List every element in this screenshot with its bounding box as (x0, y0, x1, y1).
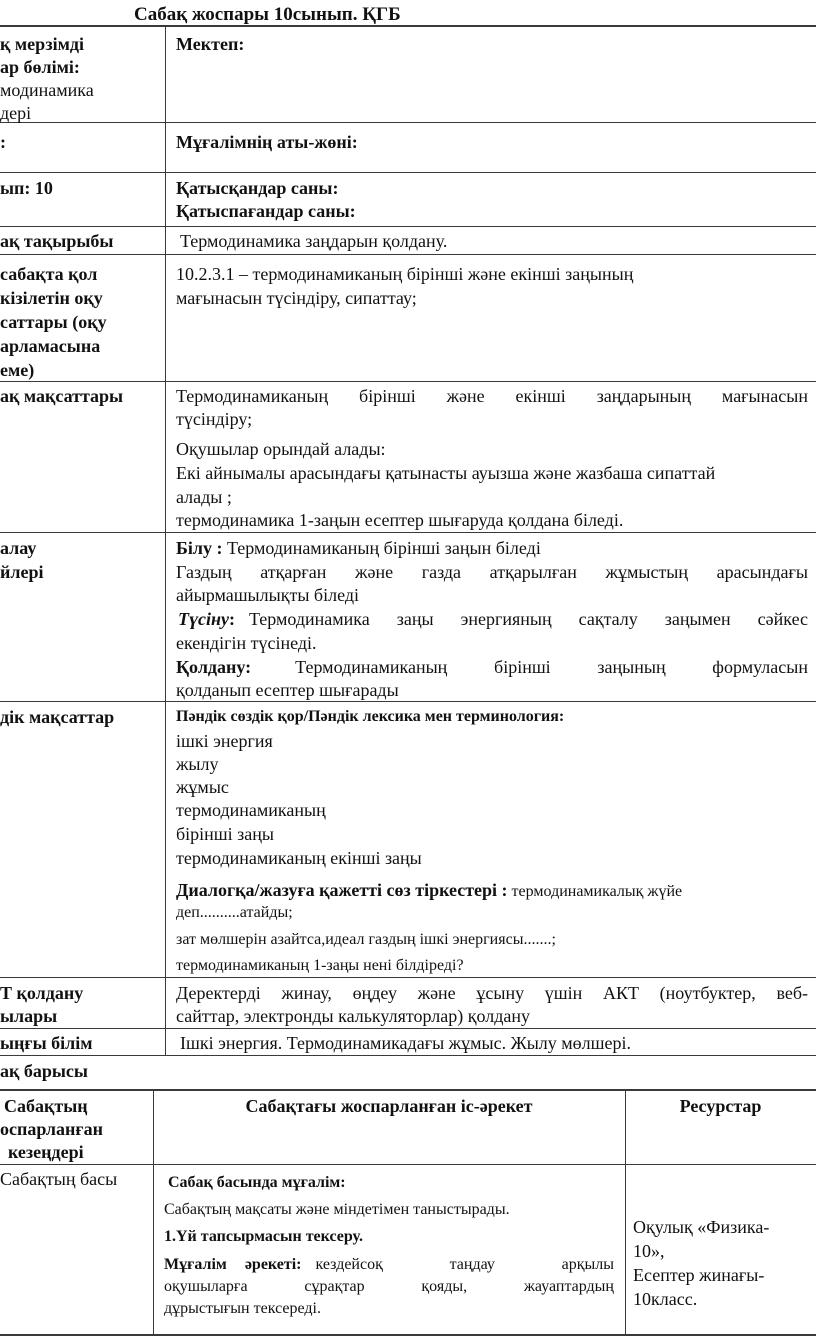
school-label: Мектеп: (176, 34, 245, 54)
activity-label: Мұғалім әрекеті: (164, 1256, 302, 1273)
dialog-text: термодинамикалық жүйе (507, 883, 683, 900)
ict-value-line: сайттар, электронды калькуляторлар) қолдану (176, 1006, 531, 1026)
term-item: ішкі энергия (176, 731, 273, 751)
present-label: Қатысқандар саны: (176, 178, 339, 198)
lesson-goals-line: түсіндіру; (176, 409, 253, 429)
ict-label-line: Т қолдану (0, 983, 84, 1003)
understand-label: Түсіну (178, 609, 229, 629)
dialog-heading: Диалогқа/жазуға қажетті сөз тіркестері : (176, 880, 508, 900)
know-text: Термодинамиканың бірінші заңын біледі (222, 538, 541, 558)
intro-text: Сабақтың мақсаты және міндетімен таныстырады. (164, 1201, 510, 1218)
term-item: бірінші заңы (176, 824, 274, 844)
objectives-label-line: кізілетін оқу (0, 288, 103, 308)
header-left-line: дері (0, 103, 32, 123)
stage-header-line: оспарланған (0, 1119, 103, 1139)
lesson-goals-line: Оқушылар орындай алады: (176, 439, 386, 459)
absent-label: Қатыспағандар саны: (176, 201, 356, 221)
resource-line: Есептер жинағы- (633, 1265, 765, 1285)
homework-check: 1.Үй тапсырмасын тексеру. (164, 1228, 363, 1245)
stage-header-line: Сабақтың (4, 1096, 88, 1116)
term-item: жылу (176, 754, 219, 774)
objectives-value-line: мағынасын түсіндіру, сипаттау; (176, 288, 417, 308)
header-left-line: ар бөлімі: (0, 57, 80, 77)
activity-text: кездейсоқ таңдау арқылы (315, 1256, 614, 1273)
resource-line: Оқулық «Физика- (633, 1217, 770, 1237)
dialog-phrases (176, 879, 682, 903)
header-left-line: модинамика (0, 80, 94, 100)
objectives-label-line: еме) (0, 360, 35, 380)
ict-label-line: ылары (0, 1006, 58, 1026)
understand-text: Термодинамика заңы энергияның сақталу заңымен сәйкес (248, 609, 808, 629)
know-label: Білу : (176, 538, 223, 558)
objectives-value-line: 10.2.3.1 – термодинамиканың бірінші және екінші заңының (176, 264, 634, 284)
criteria-understand (178, 608, 808, 631)
lesson-goals-line: термодинамика 1-заңын есептер шығаруда қолдана біледі. (176, 510, 624, 530)
prior-knowledge-value: Ішкі энергия. Термодинамикадағы жұмыс. Жылу мөлшері. (180, 1033, 632, 1053)
activity-text: оқушыларға сұрақтар қояды, жауаптардың (164, 1278, 614, 1295)
language-goals-label: дік мақсаттар (0, 707, 115, 727)
criteria-label-line: алау (0, 538, 37, 558)
terminology-heading: Пәндік сөздік қор/Пәндік лексика мен терминология: (176, 708, 565, 725)
apply-text: Термодинамиканың бірінші заңының формуласын (295, 657, 808, 677)
date-label: : (0, 132, 6, 152)
topic-value: Термодинамика заңдарын қолдану. (180, 231, 448, 251)
dialog-text: деп..........атайды; (176, 904, 293, 921)
resources-header: Ресурстар (679, 1096, 762, 1116)
objectives-label-line: саттары (оқу (0, 312, 107, 332)
lesson-goals-line: Екі айнымалы арасындағы қатынасты ауызша және жазбаша сипаттай (176, 463, 716, 483)
term-item: термодинамиканың (176, 800, 326, 820)
resource-line: 10класс. (633, 1289, 698, 1309)
criteria-know (176, 537, 541, 560)
activity-text: дұрыстығын тексереді. (164, 1300, 321, 1317)
header-left-line: қ мерзімді (0, 34, 84, 54)
understand-text-2: екендігін түсінеді. (176, 633, 317, 653)
criteria-apply (176, 656, 808, 679)
lesson-goals-line: алады ; (176, 487, 232, 507)
stage-header-line: кезеңдері (8, 1142, 84, 1162)
understand-colon: : (228, 609, 235, 629)
activity-header: Сабақтағы жоспарланған іс-әрекет (245, 1096, 533, 1116)
lesson-goals-line: Термодинамиканың бірінші және екінші заңдарының мағынасын (176, 386, 808, 406)
criteria-label-line: йлері (0, 562, 44, 582)
lesson-goals-label: ақ мақсаттары (0, 386, 124, 406)
stage-name: Сабақтың басы (0, 1169, 118, 1189)
dialog-text: термодинамиканың 1-заңы нені білдіреді? (176, 957, 464, 974)
ict-value-line: Деректерді жинау, өңдеу және ұсыну үшін АКТ (ноутбуктер, веб- (176, 983, 808, 1003)
page-title: Сабақ жоспары 10сынып. ҚГБ (134, 4, 401, 25)
grade-label: ып: 10 (0, 178, 53, 198)
section-title: ақ барысы (0, 1061, 88, 1081)
teacher-heading: Сабақ басында мұғалім: (168, 1174, 346, 1191)
term-item: термодинамиканың екінші заңы (176, 848, 422, 868)
prior-knowledge-label: ыңғы білім (0, 1033, 93, 1053)
dialog-text: зат мөлшерін азайтса,идеал газдың ішкі энергиясы.......; (176, 931, 556, 948)
activity-row (164, 1254, 614, 1276)
criteria-gas-line: Газдың атқарған және газда атқарылған жұмыстың арасындағы (176, 562, 808, 582)
resource-line: 10», (633, 1241, 665, 1261)
objectives-label-line: сабақта қол (0, 264, 98, 284)
teacher-label: Мұғалімнің аты-жөні: (176, 132, 358, 152)
objectives-label-line: арламасына (0, 336, 101, 356)
apply-label: Қолдану: (176, 657, 252, 677)
topic-label: ақ тақырыбы (0, 231, 114, 251)
term-item: жұмыс (176, 777, 229, 797)
criteria-gas-line: айырмашылықты біледі (176, 585, 359, 605)
apply-text-2: қолданып есептер шығарады (176, 680, 399, 700)
